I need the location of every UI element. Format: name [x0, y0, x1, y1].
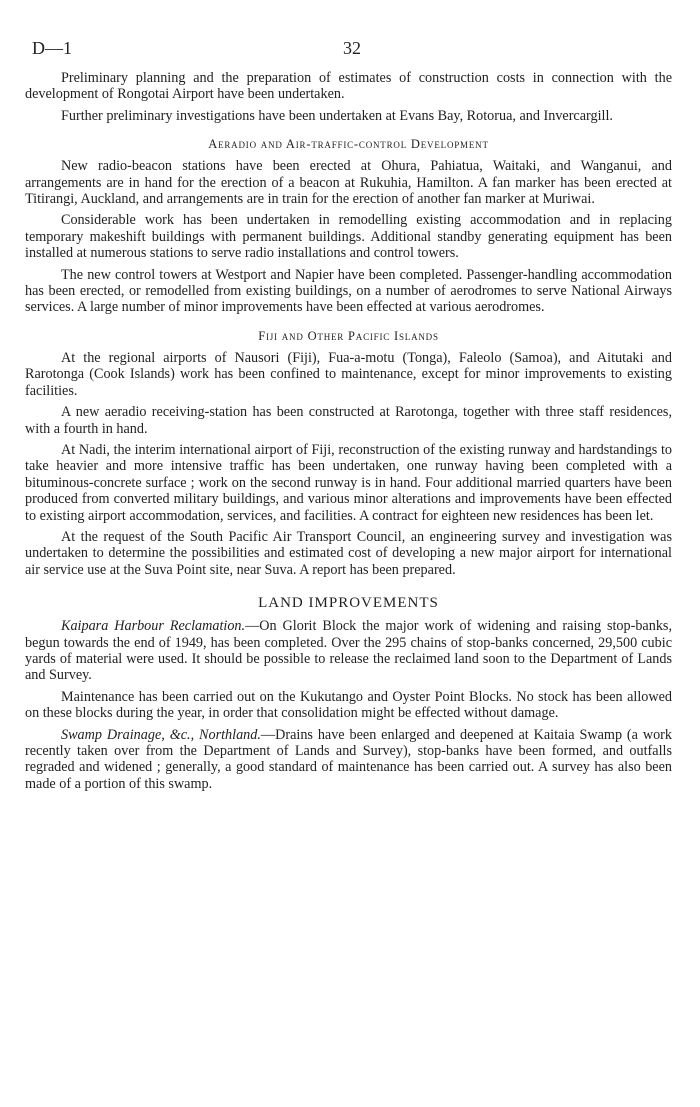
land-improvements-heading: LAND IMPROVEMENTS: [258, 595, 439, 612]
aeradio-paragraph-2: Considerable work has been undertaken in remodelling existing accommodation and in replacing temporary makeshift buildings with permanent buildings. Additional standby generating equipment has been installed at numerous stations to serve radio installations and control towers.: [25, 212, 672, 262]
airports-paragraph-1: Preliminary planning and the preparation of estimates of construction costs in connection with the development of Rongotai Airport have been undertaken.: [25, 70, 672, 103]
kaipara-title: Kaipara Harbour Reclamation.: [61, 618, 246, 635]
page-content: [25, 70, 672, 797]
fiji-heading: Fiji and Other Pacific Islands: [258, 328, 439, 343]
swamp-text: —Drains have been enlarged and deepened at Kaitaia Swamp (a work recently taken over from the Department of Lands and Survey), stop-banks have been formed, and outfalls regraded and widened ; generally, a good standard of maintenance has been carried out. A survey has also been made of a portion of this swamp.: [25, 726, 673, 792]
page-header: [32, 38, 672, 62]
fiji-paragraph-3: At Nadi, the interim international airport of Fiji, reconstruction of the existing runway and hardstandings to take heavier and more intensive traffic has been undertaken, one runway having been completed with a bituminous-concrete surface ; work on the second runway is in hand. Four additional married quarters have been produced from converted military buildings, and various minor alterations and improvements have been effected to existing airport accommodation, services, and facilities. A contract for eighteen new residences has been let.: [25, 441, 672, 524]
fiji-paragraph-4: At the request of the South Pacific Air Transport Council, an engineering survey and investigation was undertaken to determine the possibilities and estimated cost of developing a new major airport for international air service use at the Suva Point site, near Suva. A report has been prepared.: [25, 528, 672, 578]
aeradio-heading: Aeradio and Air-traffic-control Development: [208, 137, 489, 152]
aeradio-paragraph-3: The new control towers at Westport and Napier have been completed. Passenger-handling accommodation has been erected, or remodelled from existing buildings, on a number of aerodromes to serve National Airways services. A large number of minor improvements have been effected at various aerodromes.: [25, 266, 672, 316]
kaipara-paragraph: [25, 618, 672, 684]
maintenance-paragraph: Maintenance has been carried out on the Kukutango and Oyster Point Blocks. No stock has been allowed on these blocks during the year, in order that consolidation might be effected without damage.: [25, 688, 672, 722]
swamp-paragraph: [25, 727, 672, 793]
aeradio-paragraph-1: New radio-beacon stations have been erected at Ohura, Pahiatua, Waitaki, and Wanganui, and arrangements are in hand for the erection of a beacon at Rukuhia, Hamilton. A fan marker has been erected at Titirangi, Auckland, and arrangements are in train for the erection of another fan marker at Muriwai.: [25, 158, 672, 208]
airports-paragraph-2: Further preliminary investigations have been undertaken at Evans Bay, Rotorua, and Invercargill.: [61, 107, 613, 124]
fiji-paragraph-1: At the regional airports of Nausori (Fiji), Fua-a-motu (Tonga), Faleolo (Samoa), and Aitutaki and Rarotonga (Cook Islands) work has been confined to maintenance, except for minor improvements to existing facilities.: [25, 349, 672, 399]
page-number: 32: [343, 38, 361, 58]
kaipara-text: —On Glorit Block the major work of widening and raising stop-banks, begun towards the end of 1949, has been completed. Over the 295 chains of stop-banks concerned, 29,500 cubic yards of material were used. It should be possible to release the reclaimed land soon to the Department of Lands and Survey.: [25, 618, 672, 684]
document-code: D—1: [32, 38, 72, 58]
fiji-paragraph-2: A new aeradio receiving-station has been constructed at Rarotonga, together with three staff residences, with a fourth in hand.: [25, 404, 672, 437]
swamp-title: Swamp Drainage, &c., Northland.: [61, 726, 261, 743]
